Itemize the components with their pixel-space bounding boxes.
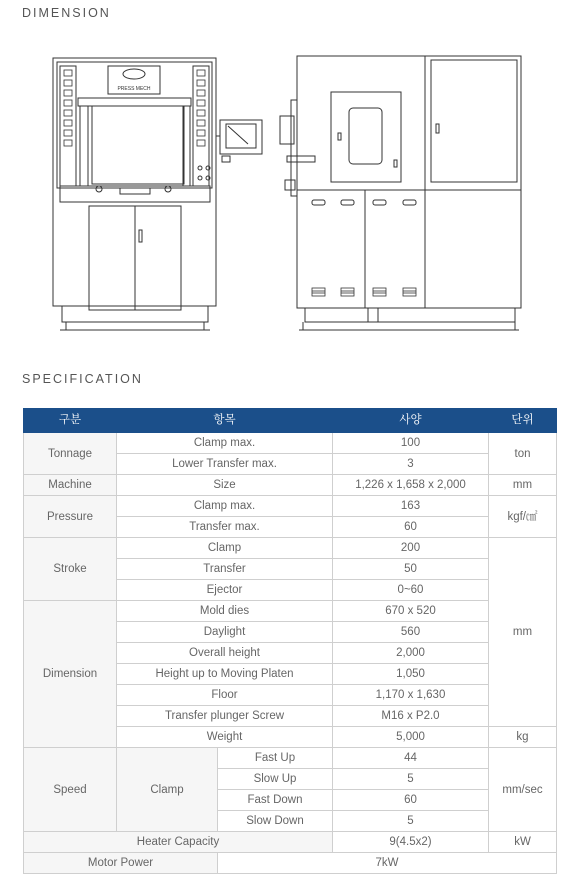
machine-drawings	[0, 40, 576, 340]
item-label: Overall height	[117, 643, 333, 664]
spec-value: M16 x P2.0	[333, 706, 489, 727]
spec-value: 1,226 x 1,658 x 2,000	[333, 475, 489, 496]
item-label: Fast Up	[218, 748, 333, 769]
item-label: Clamp	[117, 538, 333, 559]
spec-value: 50	[333, 559, 489, 580]
spec-value: 60	[333, 790, 489, 811]
unit-cell: kg	[489, 727, 557, 748]
item-label: Floor	[117, 685, 333, 706]
spec-value: 163	[333, 496, 489, 517]
front-logo-text: PRESS MECH	[117, 86, 151, 92]
group-machine: Machine	[24, 475, 117, 496]
table-row	[24, 601, 557, 622]
item-label: Slow Down	[218, 811, 333, 832]
item-label: Size	[117, 475, 333, 496]
unit-cell: mm/sec	[489, 748, 557, 832]
item-label: Transfer	[117, 559, 333, 580]
header-item: 항목	[117, 409, 333, 433]
spec-value: 2,000	[333, 643, 489, 664]
spec-value: 5,000	[333, 727, 489, 748]
spec-value: 0~60	[333, 580, 489, 601]
spec-value: 60	[333, 517, 489, 538]
dimension-title: DIMENSION	[22, 6, 111, 20]
side-view-drawing	[280, 56, 521, 330]
subgroup-clamp: Clamp	[117, 748, 218, 832]
table-row	[24, 853, 557, 874]
table-header-row	[24, 409, 557, 433]
item-label: Height up to Moving Platen	[117, 664, 333, 685]
item-label: Clamp max.	[117, 433, 333, 454]
unit-cell: kgf/㎠	[489, 496, 557, 538]
spec-value: 3	[333, 454, 489, 475]
item-label: Lower Transfer max.	[117, 454, 333, 475]
header-category: 구분	[24, 409, 117, 433]
spec-value: 1,050	[333, 664, 489, 685]
spec-value: 200	[333, 538, 489, 559]
item-label: Transfer max.	[117, 517, 333, 538]
unit-cell: kW	[489, 832, 557, 853]
specification-table	[23, 408, 557, 874]
spec-value: 1,170 x 1,630	[333, 685, 489, 706]
item-label: Daylight	[117, 622, 333, 643]
spec-value: 9(4.5x2)	[333, 832, 489, 853]
spec-value: 5	[333, 769, 489, 790]
item-label: Mold dies	[117, 601, 333, 622]
unit-cell: mm	[489, 475, 557, 496]
group-tonnage: Tonnage	[24, 433, 117, 475]
table-row	[24, 496, 557, 517]
group-stroke: Stroke	[24, 538, 117, 601]
spec-value: 44	[333, 748, 489, 769]
spec-value: 670 x 520	[333, 601, 489, 622]
table-row	[24, 475, 557, 496]
spec-value: 100	[333, 433, 489, 454]
table-row	[24, 748, 557, 769]
table-row	[24, 433, 557, 454]
group-speed: Speed	[24, 748, 117, 832]
item-label: Clamp max.	[117, 496, 333, 517]
item-label: Slow Up	[218, 769, 333, 790]
group-dimension: Dimension	[24, 601, 117, 748]
unit-cell: mm	[489, 538, 557, 727]
group-pressure: Pressure	[24, 496, 117, 538]
spec-value: 7kW	[218, 853, 557, 874]
unit-cell: ton	[489, 433, 557, 475]
item-label: Transfer plunger Screw	[117, 706, 333, 727]
item-label: Motor Power	[24, 853, 218, 874]
item-label: Fast Down	[218, 790, 333, 811]
spec-value: 5	[333, 811, 489, 832]
spec-value: 560	[333, 622, 489, 643]
header-unit: 단위	[489, 409, 557, 433]
header-spec: 사양	[333, 409, 489, 433]
item-label: Heater Capacity	[24, 832, 333, 853]
table-row	[24, 832, 557, 853]
front-view-drawing	[53, 58, 262, 330]
specification-title: SPECIFICATION	[22, 372, 143, 386]
item-label: Weight	[117, 727, 333, 748]
item-label: Ejector	[117, 580, 333, 601]
table-row	[24, 538, 557, 559]
